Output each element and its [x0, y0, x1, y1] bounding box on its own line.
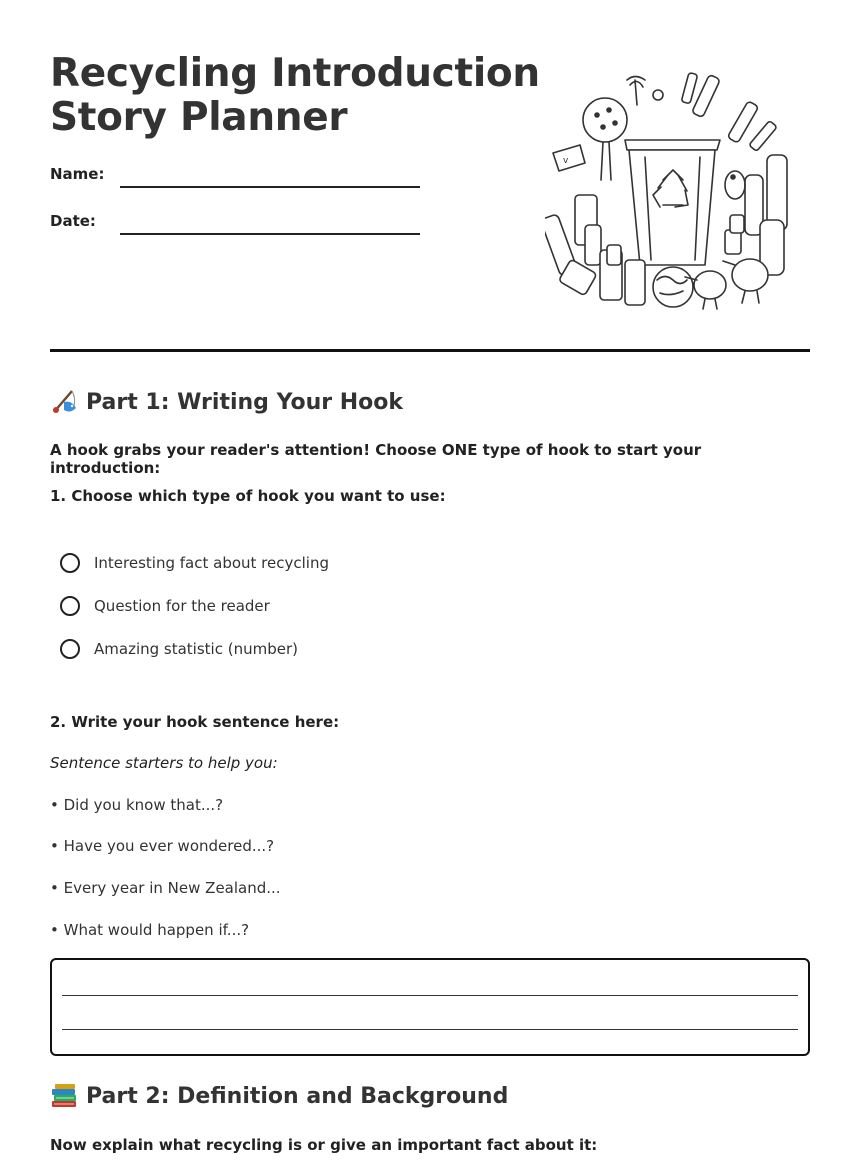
books-icon [50, 1082, 78, 1110]
title-line-1: Recycling Introduction [50, 51, 540, 96]
part2-title-text: Part 2: Definition and Background [86, 1083, 509, 1109]
option-label: Amazing statistic (number) [94, 640, 298, 658]
date-field[interactable] [120, 233, 420, 235]
hook-option-statistic[interactable] [60, 639, 298, 659]
option-label: Interesting fact about recycling [94, 554, 329, 572]
hook-option-fact[interactable] [60, 553, 329, 573]
starter-item: • Every year in New Zealand... [50, 879, 281, 897]
starter-item: • Have you ever wondered...? [50, 837, 275, 855]
part1-title-text: Part 1: Writing Your Hook [86, 389, 404, 415]
fishing-pole-icon [50, 388, 78, 416]
radio-button[interactable] [60, 596, 80, 616]
part1-title [50, 388, 403, 416]
writing-line[interactable] [62, 1029, 798, 1030]
date-label: Date: [50, 212, 96, 230]
page-title [50, 52, 540, 140]
svg-text:v: v [563, 156, 569, 166]
starter-item: • What would happen if...? [50, 921, 250, 939]
hook-option-question[interactable] [60, 596, 270, 616]
option-label: Question for the reader [94, 597, 270, 615]
radio-button[interactable] [60, 553, 80, 573]
recycling-bin-illustration [545, 65, 795, 315]
question-2: 2. Write your hook sentence here: [50, 713, 340, 731]
name-label: Name: [50, 165, 105, 183]
hook-answer-box[interactable] [50, 958, 810, 1056]
part2-title [50, 1082, 508, 1110]
question-1: 1. Choose which type of hook you want to use: [50, 487, 446, 505]
radio-button[interactable] [60, 639, 80, 659]
title-line-2: Story Planner [50, 95, 348, 140]
writing-line[interactable] [62, 995, 798, 996]
part1-intro: A hook grabs your reader's attention! Choose ONE type of hook to start your introduction: [50, 441, 702, 477]
starters-heading: Sentence starters to help you: [50, 754, 278, 772]
starter-item: • Did you know that...? [50, 796, 224, 814]
name-field[interactable] [120, 186, 420, 188]
part2-intro: Now explain what recycling is or give an important fact about it: [50, 1136, 598, 1154]
section-divider [50, 349, 810, 352]
